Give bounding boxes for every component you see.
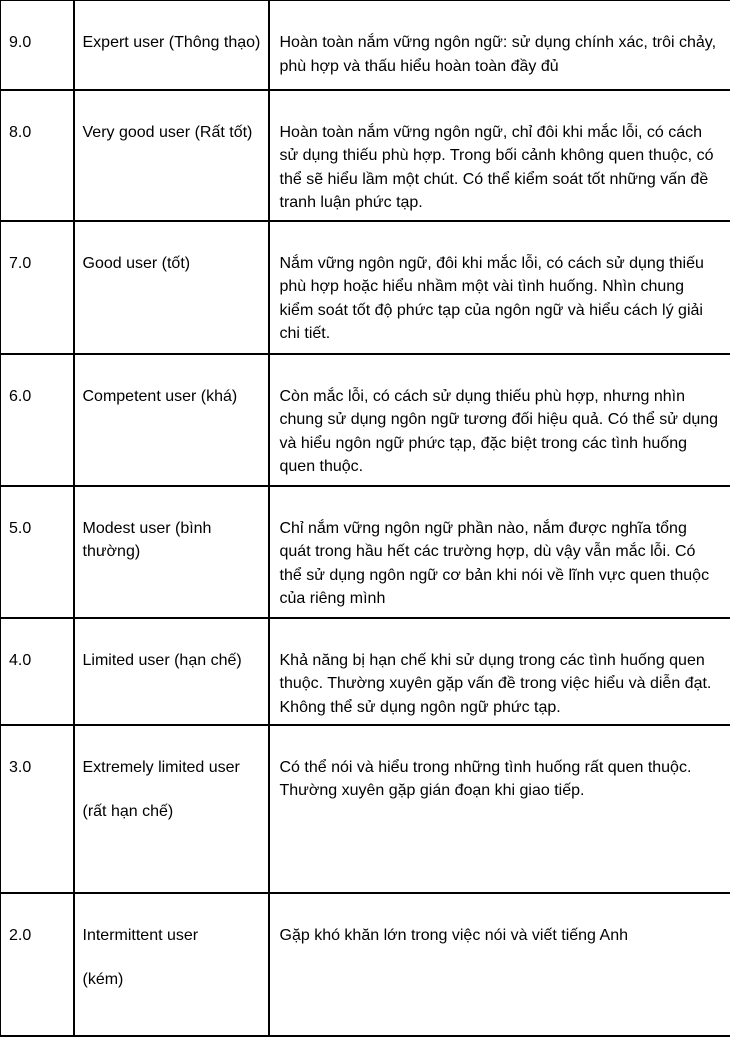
band-description: Còn mắc lỗi, có cách sử dụng thiếu phù hợp, nhưng nhìn chung sử dụng ngôn ngữ tương đối hiệu quả. Có thể sử dụng và hiểu ngôn ngữ phức tạp, đặc biệt trong các tình huống quen thuộc. — [269, 354, 730, 486]
user-level-line1: Extremely limited user — [83, 756, 262, 780]
band-description: Khả năng bị hạn chế khi sử dụng trong các tình huống quen thuộc. Thường xuyên gặp vấn đề trong việc hiểu và diễn đạt. Không thể sử dụng ngôn ngữ phức tạp. — [269, 618, 730, 725]
table-row — [1, 725, 730, 893]
user-level-line2: (rất hạn chế) — [83, 800, 262, 824]
table-row — [1, 486, 730, 618]
band-description: Có thể nói và hiểu trong những tình huống rất quen thuộc. Thường xuyên gặp gián đoạn khi giao tiếp. — [269, 725, 730, 893]
band-description: Hoàn toàn nắm vững ngôn ngữ: sử dụng chính xác, trôi chảy, phù hợp và thấu hiểu hoàn toàn đầy đủ — [269, 1, 730, 90]
table-row — [1, 893, 730, 1036]
user-level: Very good user (Rất tốt) — [74, 90, 269, 221]
band-description: Hoàn toàn nắm vững ngôn ngữ, chỉ đôi khi mắc lỗi, có cách sử dụng thiếu phù hợp. Trong bối cảnh không quen thuộc, có thể sẽ hiểu lầm một chút. Có thể kiểm soát tốt những vấn đề tranh luận phức tạp. — [269, 90, 730, 221]
table-row — [1, 618, 730, 725]
user-level — [74, 725, 269, 893]
table-row — [1, 1, 730, 90]
band-score: 2.0 — [1, 893, 74, 1036]
band-description: Nắm vững ngôn ngữ, đôi khi mắc lỗi, có cách sử dụng thiếu phù hợp hoặc hiểu nhầm một vài tình huống. Nhìn chung kiểm soát tốt độ phức tạp của ngôn ngữ và hiểu cách lý giải chi tiết. — [269, 221, 730, 354]
user-level-line2: (kém) — [83, 968, 262, 992]
band-score: 8.0 — [1, 90, 74, 221]
band-score: 4.0 — [1, 618, 74, 725]
band-description: Chỉ nắm vững ngôn ngữ phần nào, nắm được nghĩa tổng quát trong hầu hết các trường hợp, dù vậy vẫn mắc lỗi. Có thể sử dụng ngôn ngữ cơ bản khi nói về lĩnh vực quen thuộc của riêng mình — [269, 486, 730, 618]
band-score: 7.0 — [1, 221, 74, 354]
band-score: 3.0 — [1, 725, 74, 893]
band-score: 9.0 — [1, 1, 74, 90]
user-level-line1: Intermittent user — [83, 924, 262, 948]
band-description: Gặp khó khăn lớn trong việc nói và viết tiếng Anh — [269, 893, 730, 1036]
user-level: Modest user (bình thường) — [74, 486, 269, 618]
user-level: Limited user (hạn chế) — [74, 618, 269, 725]
user-level: Expert user (Thông thạo) — [74, 1, 269, 90]
table-row — [1, 90, 730, 221]
table-row — [1, 354, 730, 486]
user-level — [74, 893, 269, 1036]
band-score: 5.0 — [1, 486, 74, 618]
table-row — [1, 221, 730, 354]
user-level: Competent user (khá) — [74, 354, 269, 486]
user-level: Good user (tốt) — [74, 221, 269, 354]
band-score: 6.0 — [1, 354, 74, 486]
